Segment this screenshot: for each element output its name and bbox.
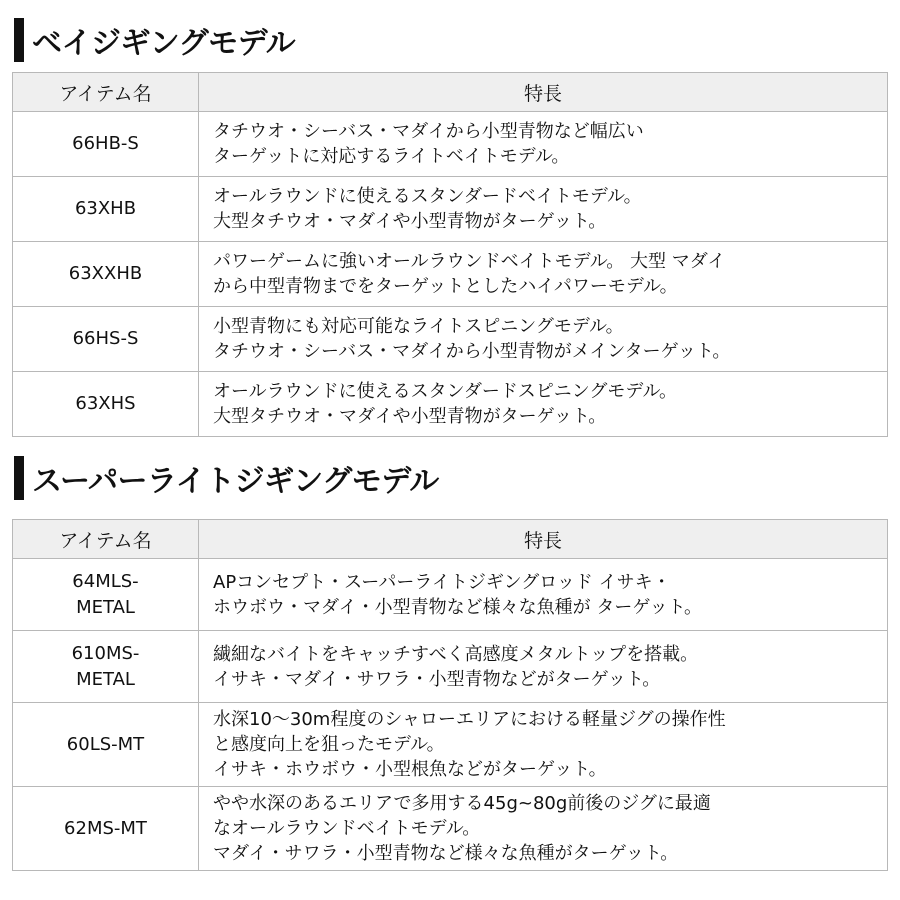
table-header-row	[13, 73, 888, 112]
item-description	[199, 307, 888, 372]
section-title: ベイジギングモデル	[32, 26, 296, 61]
item-description	[199, 177, 888, 242]
table-row	[13, 703, 888, 787]
description-line: 大型タチウオ・マダイや小型青物がターゲット。	[213, 211, 607, 232]
description-line: 繊細なバイトをキャッチすべく高感度メタルトップを搭載。	[213, 643, 699, 665]
item-name: 60LS-MT	[13, 703, 199, 787]
description-line: オールラウンドに使えるスタンダードスピニングモデル。	[213, 381, 678, 402]
description-line: から中型青物までをターゲットとしたハイパワーモデル。	[213, 276, 678, 297]
description-line: APコンセプト・スーパーライトジギングロッド イサキ・	[213, 571, 671, 593]
item-name-line: 610MS-	[71, 642, 140, 664]
table-row	[13, 372, 888, 437]
description-line: イサキ・ホウボウ・小型根魚などがターゲット。	[213, 759, 607, 780]
section-title: スーパーライトジギングモデル	[32, 464, 439, 499]
description-line: 水深10～30m程度のシャローエリアにおける軽量ジグの操作性	[213, 709, 726, 730]
item-name	[13, 559, 199, 631]
header-features: 特長	[199, 520, 888, 559]
item-name: 62MS-MT	[13, 787, 199, 871]
table-row	[13, 631, 888, 703]
item-name: 63XHB	[13, 177, 199, 242]
description-line: タチウオ・シーバス・マダイから小型青物がメインターゲット。	[213, 341, 731, 362]
heading-bar	[14, 18, 24, 62]
table-row	[13, 177, 888, 242]
item-description	[199, 703, 888, 787]
section-heading-super-light-jigging	[14, 456, 439, 500]
table-row	[13, 112, 888, 177]
item-description	[199, 372, 888, 437]
description-line: ホウボウ・マダイ・小型青物など様々な魚種が ターゲット。	[213, 596, 703, 618]
description-line: 大型タチウオ・マダイや小型青物がターゲット。	[213, 406, 607, 427]
item-name-line: 64MLS-	[72, 570, 139, 592]
item-description	[199, 112, 888, 177]
description-line: タチウオ・シーバス・マダイから小型青物など幅広い	[213, 121, 644, 142]
header-item-name: アイテム名	[13, 520, 199, 559]
item-name-line: METAL	[76, 668, 135, 690]
table-row	[13, 787, 888, 871]
description-line: オールラウンドに使えるスタンダードベイトモデル。	[213, 186, 642, 207]
heading-bar	[14, 456, 24, 500]
description-line: パワーゲームに強いオールラウンドベイトモデル。 大型 マダイ	[213, 251, 726, 272]
description-line: 小型青物にも対応可能なライトスピニングモデル。	[213, 316, 624, 337]
table-row	[13, 559, 888, 631]
item-description	[199, 787, 888, 871]
item-name: 66HB-S	[13, 112, 199, 177]
description-line: イサキ・マダイ・サワラ・小型青物などがターゲット。	[213, 668, 661, 690]
description-line: ターゲットに対応するライトベイトモデル。	[213, 146, 570, 167]
description-line: と感度向上を狙ったモデル。	[213, 734, 445, 755]
table-header-row	[13, 520, 888, 559]
description-line: なオールラウンドベイトモデル。	[213, 818, 481, 839]
header-item-name: アイテム名	[13, 73, 199, 112]
table-row	[13, 307, 888, 372]
bait-jigging-table	[12, 72, 888, 437]
table-row	[13, 242, 888, 307]
description-line: やや水深のあるエリアで多用する45g~80g前後のジグに最適	[213, 793, 711, 814]
item-name: 66HS-S	[13, 307, 199, 372]
item-name	[13, 631, 199, 703]
item-name-line: METAL	[76, 596, 135, 618]
item-description	[199, 242, 888, 307]
super-light-jigging-table	[12, 519, 888, 871]
item-description	[199, 631, 888, 703]
header-features: 特長	[199, 73, 888, 112]
item-name: 63XHS	[13, 372, 199, 437]
item-description	[199, 559, 888, 631]
item-name: 63XXHB	[13, 242, 199, 307]
section-heading-bait-jigging	[14, 18, 295, 62]
description-line: マダイ・サワラ・小型青物など様々な魚種がターゲット。	[213, 843, 679, 864]
